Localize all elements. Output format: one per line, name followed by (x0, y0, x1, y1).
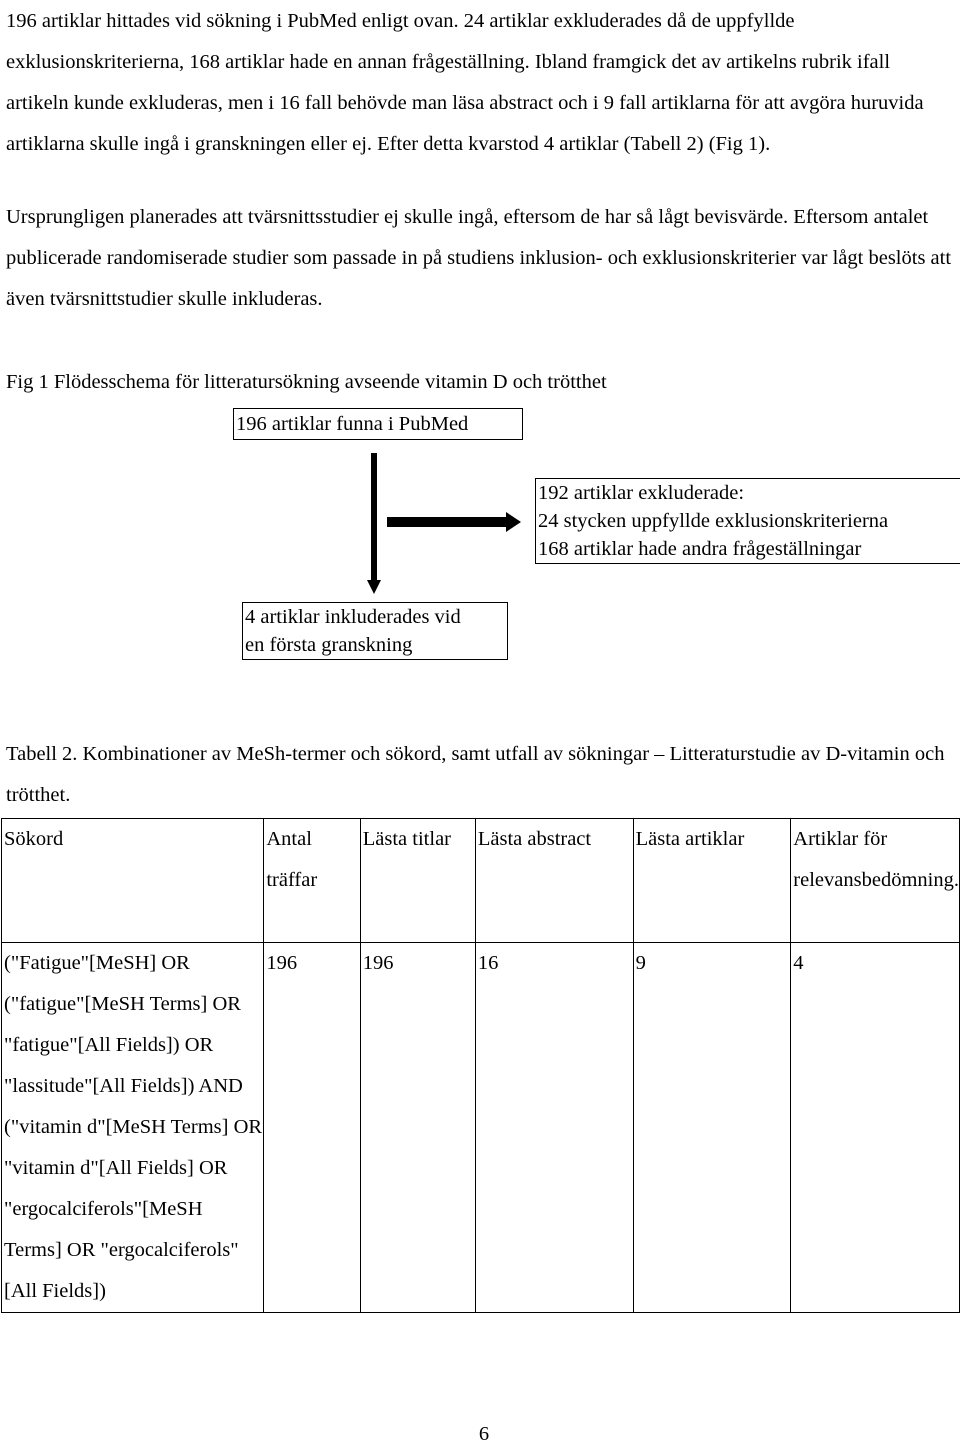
cell-lasta-titlar: 196 (360, 943, 475, 1313)
paragraph-search-results: 196 artiklar hittades vid sökning i PubMed enligt ovan. 24 artiklar exkluderades då de uppfyllde exklusionskriterierna, 168 artiklar hade en annan frågeställning. Ibland framgick det av artikelns rubrik ifall artikeln kunde exkluderas, men i 16 fall behövde man läsa abstract och i 9 fall artiklarna för att avgöra huruvida artiklarna skulle ingå i granskningen eller ej. Efter detta kvarstod 4 artiklar (Tabell 2) (Fig 1). (6, 10, 924, 155)
search-results-table (1, 818, 960, 1313)
cell-relevans: 4 (791, 943, 960, 1313)
down-arrow-head (367, 580, 381, 594)
table-header-row (2, 819, 960, 943)
right-arrow-head (506, 512, 521, 532)
table-row (2, 943, 960, 1313)
header-relevans: Artiklar för relevansbedömning. (791, 819, 960, 943)
cell-lasta-artiklar: 9 (633, 943, 791, 1313)
flow-box-search: 196 artiklar funna i PubMed (233, 408, 523, 440)
excluded-line-2: 24 stycken uppfyllde exklusionskriterierna (538, 510, 889, 532)
excluded-line-1: 192 artiklar exkluderade: (538, 482, 745, 504)
cell-antal: 196 (264, 943, 360, 1313)
page-number: 6 (478, 1423, 490, 1445)
figure-caption: Fig 1 Flödesschema för litteratursökning avseende vitamin D och trötthet (6, 371, 607, 393)
flow-box-included (242, 602, 508, 660)
header-lasta-abstract: Lästa abstract (475, 819, 633, 943)
flowchart-arrows (0, 0, 960, 700)
paragraph-study-design: Ursprungligen planerades att tvärsnittsstudier ej skulle ingå, eftersom de har så lågt bevisvärde. Eftersom antalet publicerade randomiserade studier som passade in på studiens inklusion- och exklusionskriterier var lågt beslöts att även tvärsnittstudier skulle inkluderas. (6, 206, 952, 310)
included-line-1: 4 artiklar inkluderades vid (245, 606, 461, 628)
table-caption: Tabell 2. Kombinationer av MeSh-termer och sökord, samt utfall av sökningar – Litteraturstudie av D-vitamin och trötthet. (6, 743, 945, 806)
excluded-line-3: 168 artiklar hade andra frågeställningar (538, 538, 862, 560)
header-antal: Antal träffar (264, 819, 360, 943)
header-lasta-titlar: Lästa titlar (360, 819, 475, 943)
header-lasta-artiklar: Lästa artiklar (633, 819, 791, 943)
header-sokord: Sökord (2, 819, 264, 943)
included-line-2: en första granskning (245, 634, 413, 656)
flow-box-excluded (535, 478, 960, 564)
cell-lasta-abstract: 16 (475, 943, 633, 1313)
cell-sokord: ("Fatigue"[MeSH] OR ("fatigue"[MeSH Terms] OR "fatigue"[All Fields]) OR "lassitude"[All Fields]) AND ("vitamin d"[MeSH Terms] OR "vitamin d"[All Fields] OR "ergocalciferols"[MeSH Terms] OR "ergocalciferols"[All Fields]) (2, 943, 264, 1313)
